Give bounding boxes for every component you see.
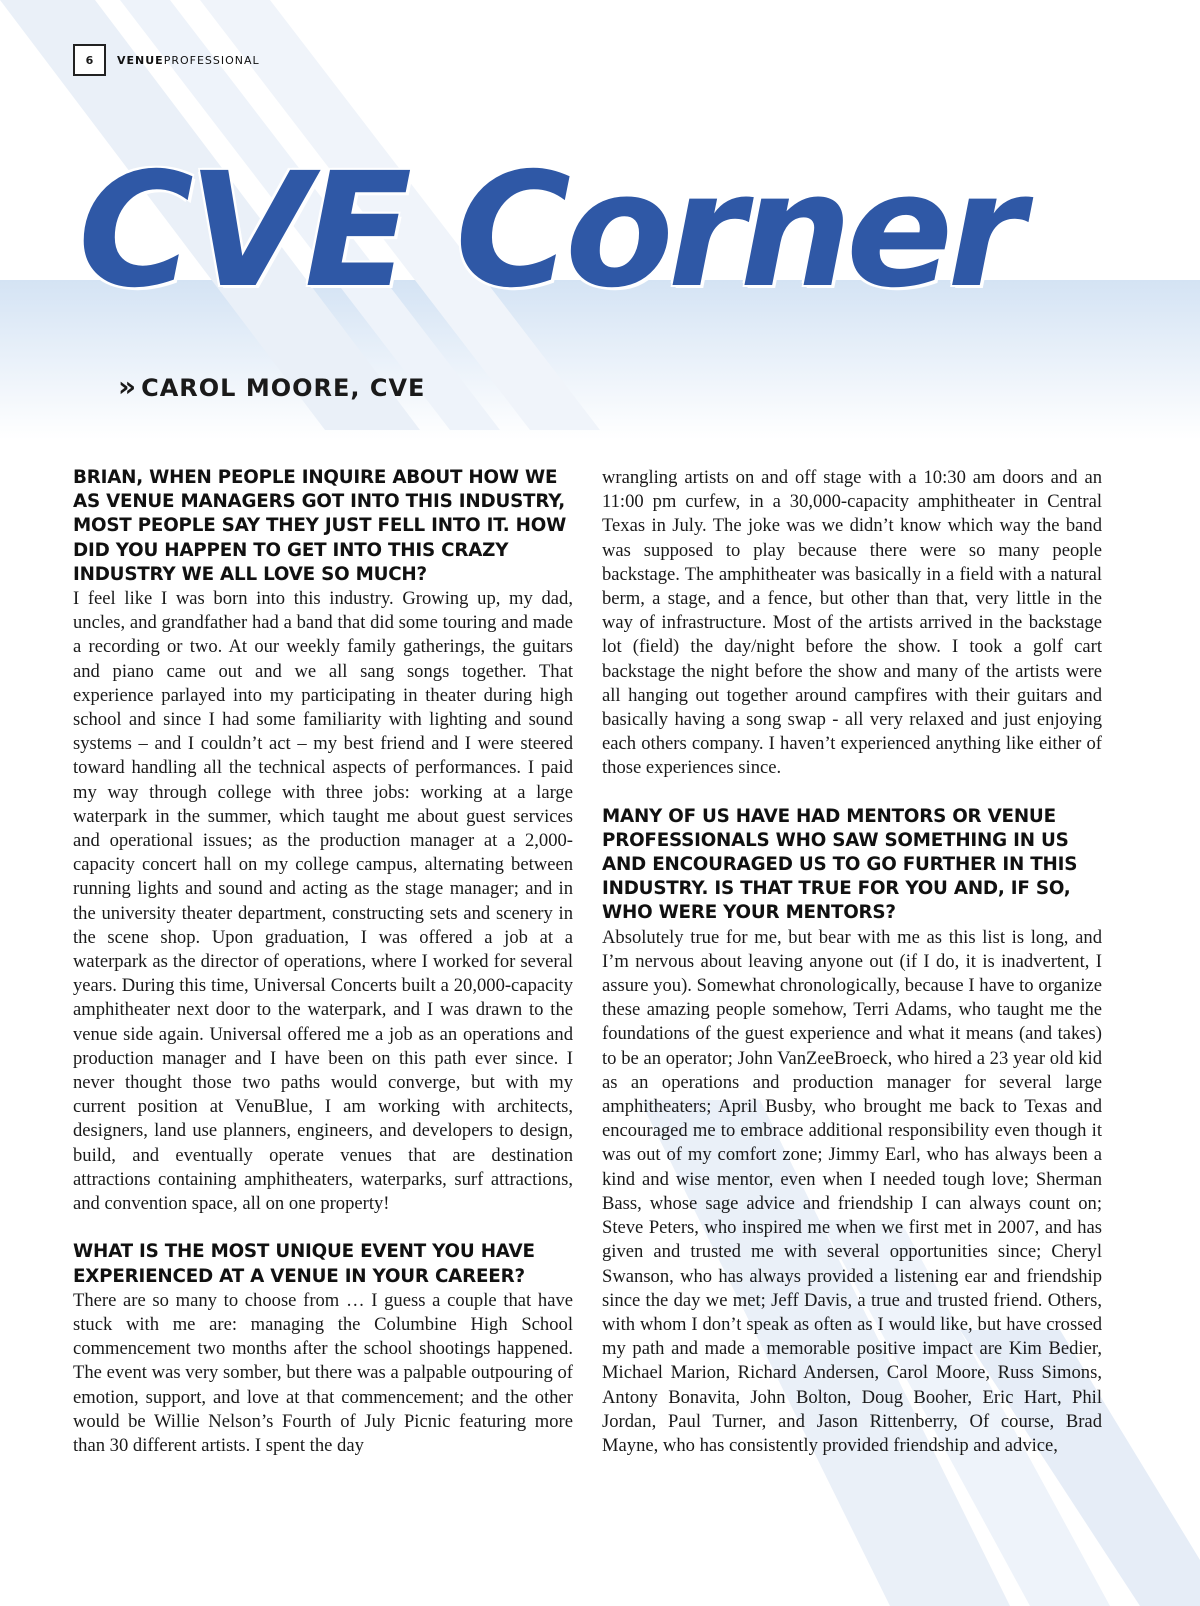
magazine-name bbox=[117, 54, 260, 67]
question-3: MANY OF US HAVE HAD MENTORS OR VENUE PROFESSIONALS WHO SAW SOMETHING IN US AND ENCOURAGED US TO GO FURTHER IN THIS INDUSTRY. IS THAT TRUE FOR YOU AND, IF SO, WHO WERE YOUR MENTORS? bbox=[602, 805, 1078, 924]
question-2: WHAT IS THE MOST UNIQUE EVENT YOU HAVE EXPERIENCED AT A VENUE IN YOUR CAREER? bbox=[73, 1241, 535, 1287]
paragraph-gap bbox=[73, 1216, 573, 1240]
answer-2: There are so many to choose from … I guess a couple that have stuck with me are: managing the Columbine High School commencement two months after the school shootings happened. The event was very somber, but there was a palpable outpouring of emotion, support, and love at that commencement; and the other would be Willie Nelson’s Fourth of July Picnic featuring more than 30 different artists. I spent the day bbox=[73, 1289, 573, 1456]
answer-1: I feel like I was born into this industry. Growing up, my dad, uncles, and grandfather had a band that did some touring and made a recording or two. At our weekly family gatherings, the guitars and piano came out and we all sang songs together. That experience parlayed into my participating in theater during high school and since I had some familiarity with lighting and sound systems – and I couldn’t act – my best friend and I were steered toward handling all the technical aspects of performances. I paid my way through college with three jobs: working at a large waterpark in the summer, which taught me about guest services and operational issues; as the production manager at a 2,000-capacity concert hall on my college campus, alternating between running lights and sound and acting as the stage manager; and in the university theater department, constructing sets and scenery in the scene shop. Upon graduation, I was offered a job at a waterpark as the director of operations, where I worked for several years. During this time, Universal Concerts built a 20,000-capacity amphitheater next door to the waterpark, and I was drawn to the venue side again. Universal offered me a job as an operations and production manager and I have been on this path ever since. I never thought those two paths would converge, but with my current position at VenuBlue, I am working with architects, designers, land use planners, engineers, and developers to design, build, and eventually operate venues that are destination attractions containing amphitheaters, waterparks, surf attractions, and convention space, all on one property! bbox=[73, 588, 573, 1215]
magazine-name-light: PROFESSIONAL bbox=[163, 54, 260, 67]
byline bbox=[118, 370, 425, 403]
answer-2-continued: wrangling artists on and off stage with a 10:30 am doors and an 11:00 pm curfew, in a 30,000-capacity amphitheater in Central Texas in July. The joke was we didn’t know which way the band was supposed to play because there were so many people backstage. The amphitheater was basically in a field with a natural berm, a stage, and a fence, but other than that, very little in the way of infrastructure. Most of the artists arrived in the backstage lot (field) the day/night before the show. I took a golf cart backstage the night before the show and many of the artists were all hanging out together around campfires with their guitars and basically having a song swap - all very relaxed and just enjoying each others company. I haven’t experienced anything like either of those experiences since. bbox=[602, 467, 1102, 779]
byline-text: CAROL MOORE, CVE bbox=[141, 374, 426, 402]
answer-3: Absolutely true for me, but bear with me as this list is long, and I’m nervous about leaving anyone out (if I do, it is inadvertent, I assure you). Somewhat chronologically, because I have to organize these amazing people somehow, Terri Adams, who taught me the foundations of the guest experience and what it means (and takes) to be an operator; John VanZeeBroeck, who hired a 23 year old kid as an operations and production manager for several large amphitheaters; April Busby, who brought me back to Texas and encouraged me to embrace additional responsibility even though it was out of my comfort zone; Jimmy Earl, who has always been a kind and wise mentor, even when I needed tough love; Sherman Bass, whose sage advice and friendship I can always count on; Steve Peters, who inspired me when we first met in 2007, and has given and trusted me with several opportunities since; Cheryl Swanson, who has always provided a listening ear and friendship since the day we met; Jeff Davis, a true and trusted friend. Others, with whom I don’t speak as often as I would like, but have crossed my path and made a memorable positive impact are Kim Bedier, Michael Marion, Richard Andersen, Carol Moore, Russ Simons, Antony Bonavita, John Bolton, Doug Booher, Eric Hart, Phil Jordan, Paul Turner, and Jason Rittenberry, Of course, Brad Mayne, who has consistently provided friendship and advice, bbox=[602, 926, 1102, 1456]
magazine-name-bold: VENUE bbox=[117, 54, 164, 67]
paragraph-gap bbox=[602, 781, 1102, 805]
double-chevron-right-icon: » bbox=[118, 370, 138, 403]
right-column bbox=[602, 466, 1102, 1458]
page-number: 6 bbox=[73, 44, 106, 76]
left-column bbox=[73, 466, 573, 1458]
page-title: CVE Corner bbox=[78, 139, 1020, 323]
question-1: BRIAN, WHEN PEOPLE INQUIRE ABOUT HOW WE AS VENUE MANAGERS GOT INTO THIS INDUSTRY, MOST PEOPLE SAY THEY JUST FELL INTO IT. HOW DID YOU HAPPEN TO GET INTO THIS CRAZY INDUSTRY WE ALL LOVE SO MUCH? bbox=[73, 467, 567, 585]
